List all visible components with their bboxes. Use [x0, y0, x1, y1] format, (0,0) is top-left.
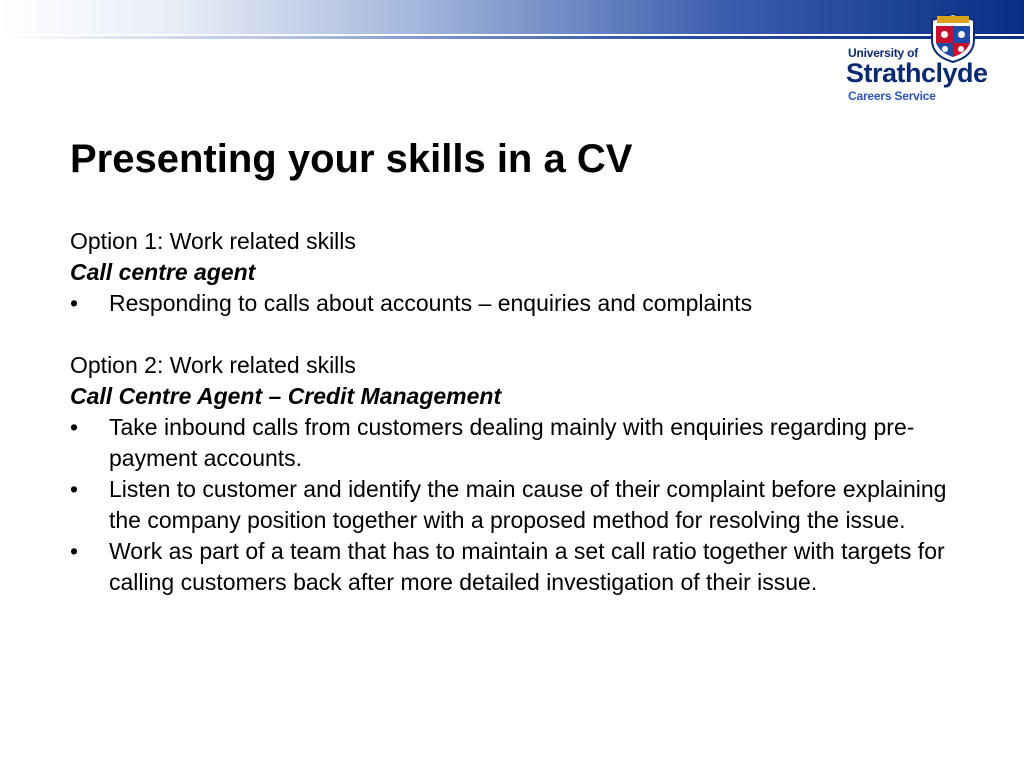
logo-line-1: University of	[848, 46, 919, 60]
option-1-bullet	[70, 288, 970, 319]
logo-line-2: Strathclyde	[846, 58, 988, 88]
crest-icon	[928, 12, 978, 64]
bullet-text: Work as part of a team that has to maintain a set call ratio together with targets for calling customers back after more detailed investigation of their issue.	[109, 538, 945, 595]
bullet-icon: •	[70, 476, 79, 502]
slide-title: Presenting your skills in a CV	[70, 137, 633, 181]
bullet-text: Responding to calls about accounts – enquiries and complaints	[109, 290, 753, 316]
university-logo	[846, 12, 986, 107]
logo-line-3: Careers Service	[848, 89, 936, 103]
bullet-text: Take inbound calls from customers dealing mainly with enquiries regarding pre-payment accounts.	[109, 414, 915, 471]
option-1-heading: Option 1: Work related skills	[70, 228, 356, 254]
bullet-icon: •	[70, 414, 79, 440]
bullet-text: Listen to customer and identify the main cause of their complaint before explaining the company position together with a proposed method for resolving the issue.	[109, 476, 947, 533]
bullet-icon: •	[70, 290, 79, 316]
option-2-heading: Option 2: Work related skills	[70, 352, 356, 378]
option-2-bullet	[70, 474, 970, 536]
option-1-role: Call centre agent	[70, 259, 256, 285]
spacer	[70, 319, 970, 350]
option-2-bullet	[70, 536, 970, 598]
option-2-role: Call Centre Agent – Credit Management	[70, 383, 502, 409]
slide-body	[70, 226, 970, 598]
bullet-icon: •	[70, 538, 79, 564]
option-2-bullet	[70, 412, 970, 474]
